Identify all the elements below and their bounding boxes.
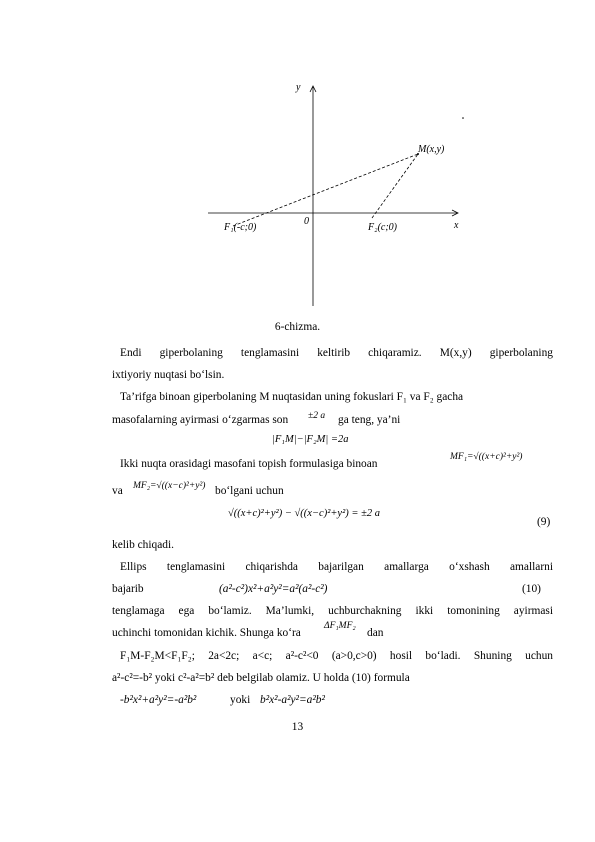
paragraph-5-cont-a: bajarib [112, 583, 144, 595]
point-m-label: M(x,y) [418, 144, 445, 155]
paragraph-6-cont-b: dan [367, 627, 384, 639]
paragraph-1: Endi giperbolaning tenglamasini keltirib chiqaramiz. M(x,y) giperbolaning [120, 347, 553, 359]
page-number: 13 [291, 721, 304, 733]
y-axis-label: y [296, 82, 301, 93]
paragraph-6-cont-a: uchinchi tomonidan kichik. Shunga ko‘ra [112, 627, 301, 639]
paragraph-4: kelib chiqadi. [112, 539, 174, 551]
formula-10: (a²-c²)x²+a²y²=a²(a²-c²) [219, 583, 328, 595]
paragraph-2-cont-b: ga teng, ya’ni [338, 414, 401, 426]
formula-10-number: (10) [522, 583, 541, 595]
figure-caption: 6-chizma. [274, 321, 321, 333]
word-yoki: yoki [230, 694, 251, 706]
paragraph-2-cont-a: masofalarning ayirmasi o‘zgarmas son [112, 414, 289, 426]
focus-f1-label: F₁(-c;0) [224, 222, 257, 233]
paragraph-1-cont: ixtiyoriy nuqtasi bo‘lsin. [112, 369, 225, 381]
formula-pm-2a: ±2 a [308, 411, 326, 421]
equation-9: √((x+c)²+y²) − √((x−c)²+y²) = ±2 a [228, 508, 380, 519]
formula-triangle: ΔF₁MF₂ [324, 621, 356, 631]
equation-9-number: (9) [537, 516, 551, 528]
coordinate-diagram [200, 68, 480, 313]
equation-1: |F₁M|−|F₂M| =2a [272, 434, 349, 445]
paragraph-2: Ta’rifga binoan giperbolaning M nuqtasidan uning fokuslari F₁ va F₂ gacha [120, 391, 464, 403]
paragraph-7: F₁M-F₂M<F₁F₂; 2a<2c; a<c; a²-c²<0 (a>0,c>0) hosil bo‘ladi. Shuning uchun [120, 650, 553, 662]
paragraph-3: Ikki nuqta orasidagi masofani topish formulasiga binoan [120, 458, 378, 470]
f2-m-line [372, 154, 418, 218]
paragraph-3-cont-a: va [112, 485, 123, 497]
formula-8b: b²x²-a²y²=a²b² [260, 694, 325, 706]
stray-dot [462, 117, 464, 119]
f1-m-line [233, 154, 418, 226]
x-axis-label: x [454, 220, 459, 231]
origin-label: 0 [304, 216, 309, 227]
focus-f2-label: F₂(c;0) [368, 222, 398, 233]
formula-8a: -b²x²+a²y²=-a²b² [120, 694, 197, 706]
paragraph-7-cont: a²-c²=-b² yoki c²-a²=b² deb belgilab olamiz. U holda (10) formula [112, 672, 410, 684]
paragraph-6: tenglamaga ega bo‘lamiz. Ma’lumki, uchburchakning ikki tomonining ayirmasi [112, 605, 553, 617]
paragraph-5: Ellips tenglamasini chiqarishda bajarilgan amallarga o‘xshash amallarni [120, 561, 553, 573]
formula-mf2: MF₂=√((x−c)²+y²) [133, 481, 206, 491]
paragraph-3-cont-b: bo‘lgani uchun [215, 485, 284, 497]
hyperbola-figure [200, 68, 480, 313]
formula-mf1: MF₁=√((x+c)²+y²) [450, 452, 523, 462]
